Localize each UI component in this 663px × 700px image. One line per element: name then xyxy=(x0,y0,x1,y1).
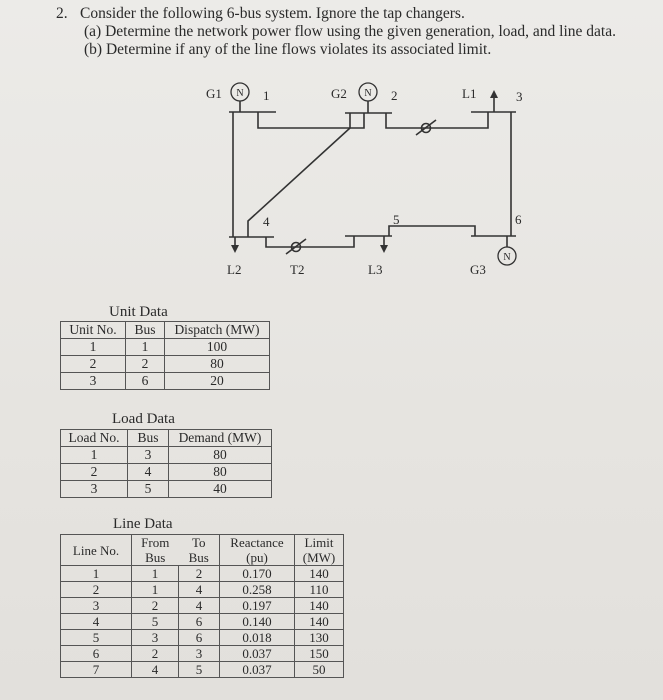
header-load-no: Load No. xyxy=(61,430,128,447)
table-row xyxy=(61,598,344,614)
label-g1: G1 xyxy=(206,86,222,101)
label-l1: L1 xyxy=(462,86,477,101)
table-cell: 0.170 xyxy=(220,566,295,582)
table-cell: 0.037 xyxy=(220,646,295,662)
line-5-6 xyxy=(389,226,475,236)
header-from-top: From xyxy=(132,535,179,551)
table-cell: 3 xyxy=(61,598,132,614)
table-cell: 6 xyxy=(179,614,220,630)
table-row xyxy=(61,464,272,481)
table-cell: 130 xyxy=(295,630,344,646)
question-part-b: (b) Determine if any of the line flows violates its associated limit. xyxy=(84,41,492,58)
line-data-title: Line Data xyxy=(113,516,173,532)
table-cell: 1 xyxy=(132,566,179,582)
table-cell: 80 xyxy=(169,447,272,464)
generator-g2-symbol: N xyxy=(364,88,372,99)
table-cell: 2 xyxy=(132,646,179,662)
table-cell: 3 xyxy=(132,630,179,646)
question-stem: Consider the following 6-bus system. Ignore the tap changers. xyxy=(80,5,465,22)
header-bus: Bus xyxy=(126,322,165,339)
header-line-no: Line No. xyxy=(61,535,132,566)
table-row xyxy=(61,582,344,598)
table-cell: 1 xyxy=(61,566,132,582)
table-header-row xyxy=(61,430,272,447)
table-row xyxy=(61,662,344,678)
table-cell: 4 xyxy=(128,464,169,481)
label-bus-2: 2 xyxy=(391,88,398,103)
table-row xyxy=(61,481,272,498)
table-cell: 1 xyxy=(61,339,126,356)
header-dispatch: Dispatch (MW) xyxy=(165,322,270,339)
table-cell: 4 xyxy=(179,598,220,614)
table-cell: 4 xyxy=(179,582,220,598)
table-row xyxy=(61,447,272,464)
header-reactance-top: Reactance xyxy=(220,535,295,551)
table-cell: 0.258 xyxy=(220,582,295,598)
header-to-bottom: Bus xyxy=(188,550,209,565)
table-cell: 2 xyxy=(61,464,128,481)
header-reactance-bottom: (pu) xyxy=(220,550,295,566)
line-data-table xyxy=(60,534,344,678)
table-cell: 0.140 xyxy=(220,614,295,630)
table-cell: 150 xyxy=(295,646,344,662)
table-cell: 3 xyxy=(61,481,128,498)
label-bus-4: 4 xyxy=(263,214,270,229)
label-l2: L2 xyxy=(227,262,242,277)
question-number: 2. xyxy=(56,5,68,22)
table-header-row xyxy=(61,535,344,551)
table-row xyxy=(61,614,344,630)
table-cell: 140 xyxy=(295,598,344,614)
header-limit-bottom: (MW) xyxy=(295,550,344,566)
load-arrow-l1-icon xyxy=(490,90,498,98)
table-cell: 1 xyxy=(61,447,128,464)
table-cell: 0.018 xyxy=(220,630,295,646)
table-cell: 0.197 xyxy=(220,598,295,614)
table-cell: 50 xyxy=(295,662,344,678)
unit-data-title: Unit Data xyxy=(109,304,168,320)
table-cell: 6 xyxy=(126,373,165,390)
label-bus-6: 6 xyxy=(515,212,522,227)
header-from-bottom: Bus xyxy=(145,550,166,565)
table-cell: 4 xyxy=(132,662,179,678)
question-part-a: (a) Determine the network power flow using the given generation, load, and line data. xyxy=(84,23,616,40)
load-arrow-l2-icon xyxy=(231,245,239,253)
label-bus-1: 1 xyxy=(263,88,270,103)
label-g2: G2 xyxy=(331,86,347,101)
load-data-title: Load Data xyxy=(112,411,175,427)
table-row xyxy=(61,356,270,373)
label-bus-3: 3 xyxy=(516,89,523,104)
table-cell: 3 xyxy=(179,646,220,662)
table-cell: 1 xyxy=(126,339,165,356)
label-g3: G3 xyxy=(470,262,486,277)
table-header-row xyxy=(61,322,270,339)
header-unit-no: Unit No. xyxy=(61,322,126,339)
table-row xyxy=(61,339,270,356)
table-row xyxy=(61,566,344,582)
table-cell: 80 xyxy=(169,464,272,481)
table-cell: 2 xyxy=(126,356,165,373)
label-t2: T2 xyxy=(290,262,305,277)
label-l3: L3 xyxy=(368,262,383,277)
table-cell: 2 xyxy=(61,582,132,598)
table-row xyxy=(61,630,344,646)
table-cell: 6 xyxy=(179,630,220,646)
table-cell: 3 xyxy=(128,447,169,464)
table-cell: 5 xyxy=(61,630,132,646)
load-arrow-l3-icon xyxy=(380,245,388,253)
table-cell: 20 xyxy=(165,373,270,390)
line-4-5 xyxy=(266,236,354,247)
table-cell: 2 xyxy=(132,598,179,614)
line-1-2 xyxy=(258,112,364,128)
table-cell: 140 xyxy=(295,566,344,582)
table-cell: 1 xyxy=(132,582,179,598)
table-cell: 100 xyxy=(165,339,270,356)
table-cell: 4 xyxy=(61,614,132,630)
load-data-table xyxy=(60,429,272,498)
header-to-top: To xyxy=(179,535,220,551)
table-cell: 80 xyxy=(165,356,270,373)
table-cell: 6 xyxy=(61,646,132,662)
table-cell: 40 xyxy=(169,481,272,498)
generator-g1-symbol: N xyxy=(236,88,244,99)
header-bus: Bus xyxy=(128,430,169,447)
label-bus-5: 5 xyxy=(393,212,400,227)
table-cell: 5 xyxy=(179,662,220,678)
header-demand: Demand (MW) xyxy=(169,430,272,447)
table-row xyxy=(61,373,270,390)
table-cell: 7 xyxy=(61,662,132,678)
table-row xyxy=(61,646,344,662)
six-bus-one-line-diagram xyxy=(0,0,663,300)
table-cell: 0.037 xyxy=(220,662,295,678)
table-cell: 5 xyxy=(128,481,169,498)
line-2-3 xyxy=(386,112,488,128)
generator-g3-symbol: N xyxy=(503,252,511,263)
table-cell: 3 xyxy=(61,373,126,390)
table-cell: 2 xyxy=(61,356,126,373)
table-cell: 140 xyxy=(295,614,344,630)
unit-data-table xyxy=(60,321,270,390)
header-limit-top: Limit xyxy=(295,535,344,551)
table-cell: 5 xyxy=(132,614,179,630)
table-cell: 2 xyxy=(179,566,220,582)
table-cell: 110 xyxy=(295,582,344,598)
